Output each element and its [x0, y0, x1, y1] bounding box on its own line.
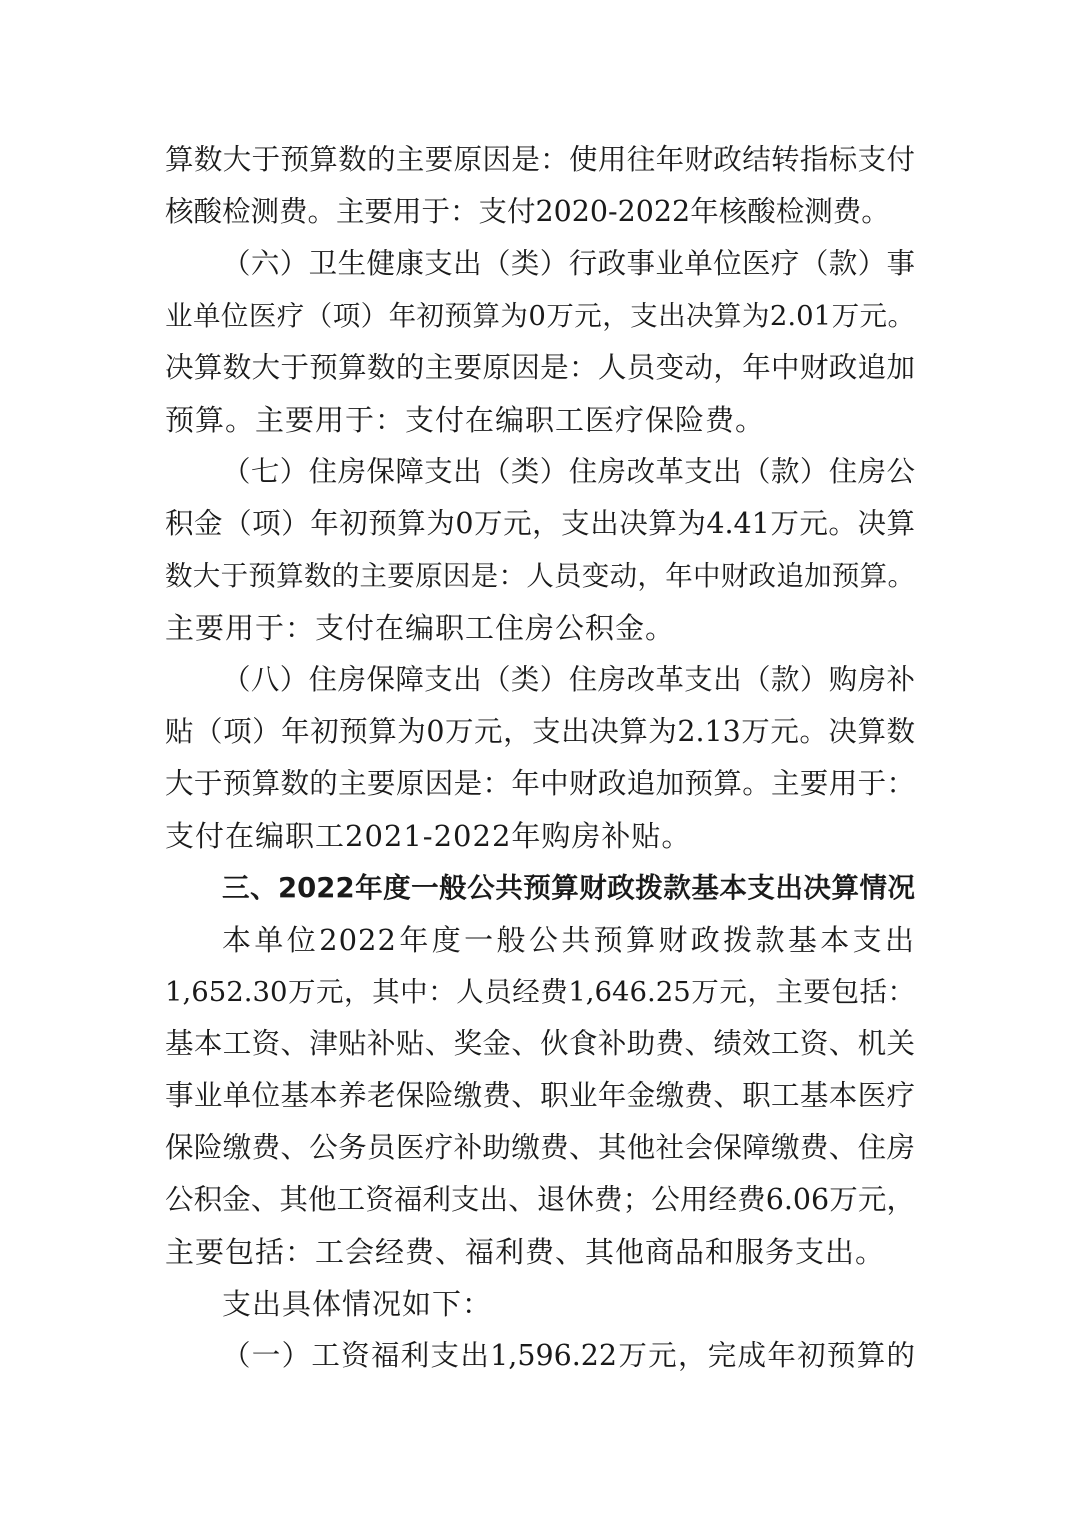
paragraph-line: 核酸检测费。主要用于：支付2020-2022年核酸检测费。 [165, 195, 890, 228]
paragraph-line: 大于预算数的主要原因是：年中财政追加预算。主要用于： [165, 767, 915, 800]
paragraph-line: 积金（项）年初预算为0万元，支出决算为4.41万元。决算 [165, 507, 915, 540]
paragraph-line: 算数大于预算数的主要原因是：使用往年财政结转指标支付 [165, 143, 915, 176]
paragraph-line: 预算。主要用于：支付在编职工医疗保险费。 [165, 403, 766, 437]
paragraph-line: 业单位医疗（项）年初预算为0万元，支出决算为2.01万元。 [165, 300, 915, 332]
paragraph-line: 支出具体情况如下： [222, 1287, 493, 1321]
paragraph-line: 1,652.30万元，其中：人员经费1,646.25万元，主要包括： [165, 976, 915, 1008]
paragraph-line: （七）住房保障支出（类）住房改革支出（款）住房公 [222, 455, 915, 488]
paragraph-line: 支付在编职工2021-2022年购房补贴。 [165, 819, 692, 853]
paragraph-line: （六）卫生健康支出（类）行政事业单位医疗（款）事 [222, 247, 915, 280]
paragraph-line: 保险缴费、公务员医疗补助缴费、其他社会保障缴费、住房 [165, 1131, 915, 1164]
paragraph-line: 数大于预算数的主要原因是：人员变动，年中财政追加预算。 [165, 560, 915, 592]
section-heading: 三、2022年度一般公共预算财政拨款基本支出决算情况 [222, 872, 915, 904]
paragraph-line: （一）工资福利支出1,596.22万元，完成年初预算的 [222, 1339, 915, 1372]
paragraph-line: 本单位2022年度一般公共预算财政拨款基本支出 [222, 923, 915, 957]
paragraph-line: 主要用于：支付在编职工住房公积金。 [165, 611, 676, 645]
paragraph-line: （八）住房保障支出（类）住房改革支出（款）购房补 [222, 663, 915, 696]
paragraph-line: 贴（项）年初预算为0万元，支出决算为2.13万元。决算数 [165, 715, 915, 748]
paragraph-line: 基本工资、津贴补贴、奖金、伙食补助费、绩效工资、机关 [165, 1027, 915, 1060]
paragraph-line: 主要包括：工会经费、福利费、其他商品和服务支出。 [165, 1235, 886, 1269]
paragraph-line: 事业单位基本养老保险缴费、职业年金缴费、职工基本医疗 [165, 1079, 915, 1112]
paragraph-line: 决算数大于预算数的主要原因是：人员变动，年中财政追加 [165, 351, 915, 384]
paragraph-line: 公积金、其他工资福利支出、退休费；公用经费6.06万元， [165, 1183, 915, 1216]
